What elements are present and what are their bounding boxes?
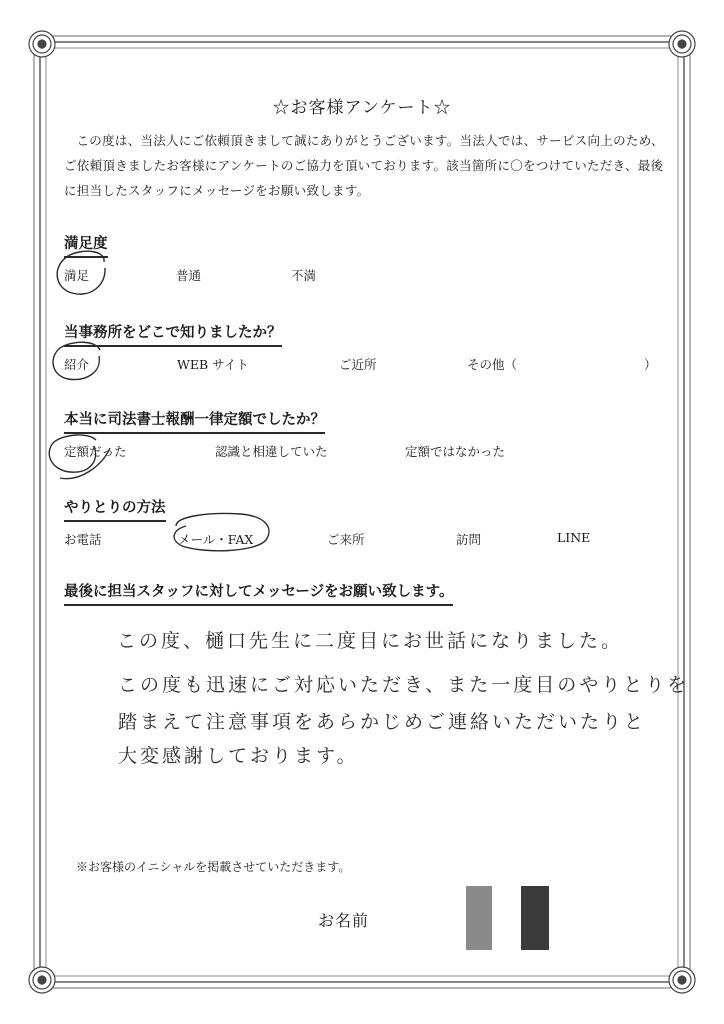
message-heading: 最後に担当スタッフに対してメッセージをお願い致します。	[64, 580, 453, 606]
option-home-visit[interactable]: 訪問	[456, 532, 482, 547]
option-visit-office[interactable]: ご来所	[327, 532, 365, 547]
question-fixed-fee-heading: 本当に司法書士報酬一律定額でしたか？	[64, 408, 325, 434]
option-website[interactable]: WEB サイト	[177, 357, 249, 372]
option-differed[interactable]: 認識と相違していた	[215, 444, 328, 459]
message-line-3: 踏まえて注意事項をあらかじめご連絡いただいたりと	[118, 711, 647, 733]
circle-mark-was-fixed	[49, 435, 110, 479]
circle-mark-referral	[53, 342, 100, 379]
circle-mark-mail-fax	[174, 514, 269, 551]
option-referral[interactable]: 紹介	[64, 357, 90, 372]
option-other[interactable]: その他（	[467, 357, 518, 372]
circle-mark-satisfied	[57, 251, 105, 294]
option-other-close: ）	[644, 357, 657, 372]
option-neighborhood[interactable]: ご近所	[339, 357, 377, 372]
message-line-2: この度も迅速にご対応いただき、また一度目のやりとりを	[118, 674, 690, 696]
message-line-1: この度、樋口先生に二度目にお世話になりました。	[117, 630, 624, 652]
initials-note: ※お客様のイニシャルを掲載させていただきます。	[76, 860, 351, 874]
option-dissatisfied[interactable]: 不満	[291, 268, 317, 283]
option-was-fixed[interactable]: 定額だった	[64, 444, 127, 459]
message-line-4: 大変感謝しております。	[118, 745, 359, 767]
option-satisfied[interactable]: 満足	[64, 268, 90, 283]
option-not-fixed[interactable]: 定額ではなかった	[405, 444, 506, 459]
option-line[interactable]: LINE	[557, 530, 591, 545]
redacted-initial-2	[521, 886, 549, 950]
question-referral-heading: 当事務所をどこで知りましたか？	[64, 321, 282, 347]
redacted-initial-1	[466, 886, 492, 950]
name-label: お名前	[318, 911, 370, 930]
option-average[interactable]: 普通	[176, 268, 202, 283]
question-satisfaction-heading: 満足度	[64, 232, 108, 258]
option-mail-fax[interactable]: メール・FAX	[178, 532, 254, 547]
survey-title: ☆お客様アンケート☆	[272, 98, 452, 118]
option-phone[interactable]: お電話	[64, 532, 102, 547]
intro-paragraph: この度は、当法人にご依頼頂きまして誠にありがとうございます。当法人では、サービス向上のため、ご依頼頂きましたお客様にアンケートのご協力を頂いております。該当箇所に〇をつけていただき、最後に担当したスタッフにメッセージをお願い致します。	[64, 133, 664, 198]
question-contact-method-heading: やりとりの方法	[64, 496, 166, 522]
